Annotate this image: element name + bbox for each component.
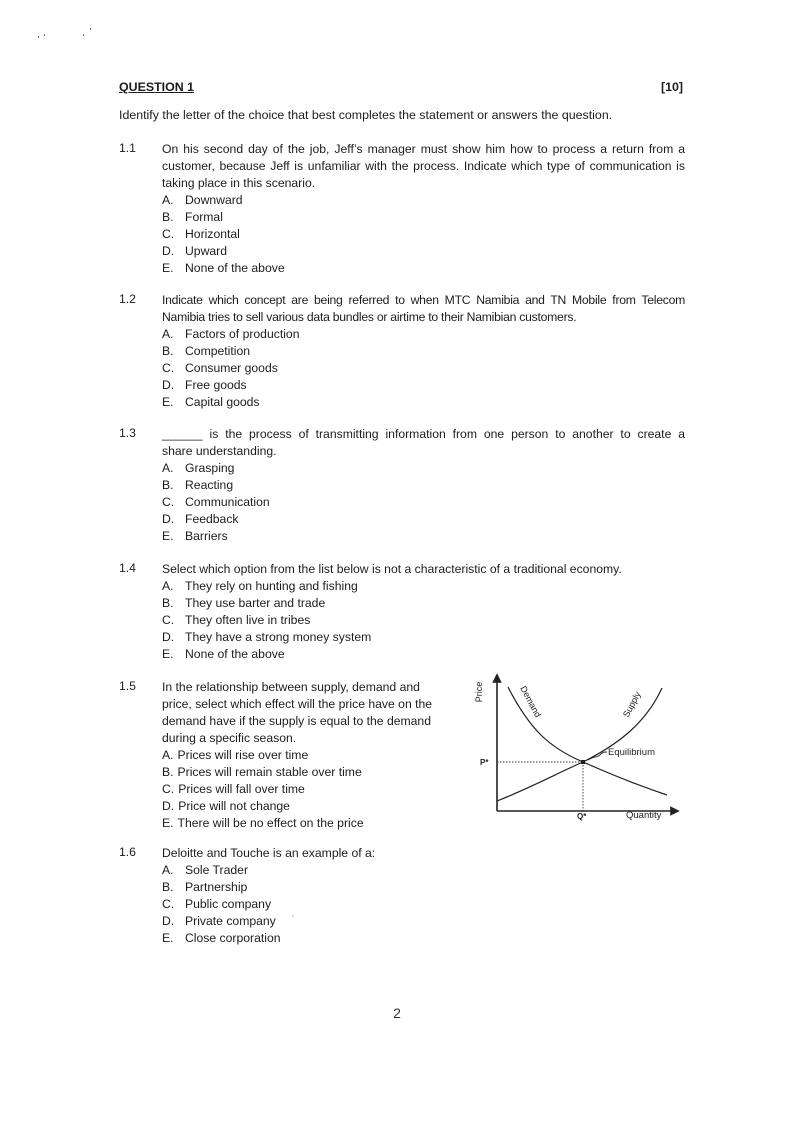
question-header (119, 80, 683, 96)
instruction-text: Identify the letter of the choice that best completes the statement or answers the question. (119, 108, 613, 122)
y-axis-label: Price (474, 681, 484, 703)
option-text: Competition (185, 343, 251, 358)
option-text: Close corporation (185, 930, 281, 945)
answer-option[interactable] (162, 798, 452, 815)
scan-specks (36, 26, 96, 42)
answer-option[interactable] (162, 862, 459, 879)
option-letter: B. (162, 764, 174, 779)
question-stem: In the relationship between supply, demand and price, select which effect will the price have on the demand have if the supply is equal to the demand during a specific season. (162, 680, 433, 745)
option-text: Horizontal (185, 226, 240, 241)
option-text: They have a strong money system (185, 629, 372, 644)
answer-option[interactable] (162, 394, 685, 411)
price-marker-label: P* (480, 758, 489, 767)
option-text: They use barter and trade (185, 595, 326, 610)
answer-option[interactable] (162, 360, 685, 377)
option-text: Price will not change (178, 798, 290, 813)
equilibrium-leader-line (588, 752, 607, 760)
option-text: Prices will fall over time (178, 781, 305, 796)
option-text: Consumer goods (185, 360, 278, 375)
option-text: Partnership (185, 879, 248, 894)
demand-label: Demand (518, 684, 544, 719)
option-text: Upward (185, 243, 227, 258)
option-letter: B. (162, 595, 174, 610)
question-number: 1.1 (119, 141, 136, 155)
answer-option[interactable] (162, 209, 685, 226)
option-letter: D. (162, 243, 175, 258)
option-letter: C. (162, 896, 175, 911)
answer-option[interactable] (162, 226, 685, 243)
supply-demand-svg (470, 670, 690, 830)
question-stem: ______ is the process of transmitting information from one person to another to create a (162, 427, 685, 441)
question-item (119, 561, 685, 663)
option-letter: D. (162, 798, 175, 813)
answer-option[interactable] (162, 764, 452, 781)
option-text: Formal (185, 209, 223, 224)
answer-option[interactable] (162, 243, 685, 260)
option-text: They often live in tribes (185, 612, 311, 627)
answer-option[interactable] (162, 578, 685, 595)
option-letter: E. (162, 930, 174, 945)
question-item (119, 426, 685, 545)
option-text: Sole Trader (185, 863, 249, 877)
option-text: Feedback (185, 511, 239, 526)
question-item (119, 679, 459, 832)
answer-option[interactable] (162, 528, 685, 545)
scan-speck (38, 36, 39, 38)
answer-option[interactable] (162, 326, 685, 343)
question-stem-continued: share understanding. (162, 444, 277, 458)
answer-option[interactable] (162, 646, 685, 663)
option-letter: D. (162, 629, 175, 644)
option-letter: C. (162, 360, 175, 375)
equilibrium-label: Equilibrium (608, 747, 655, 758)
equilibrium-point (581, 760, 585, 764)
option-text: Barriers (185, 528, 228, 543)
option-text: Capital goods (185, 394, 260, 409)
option-text: They rely on hunting and fishing (185, 579, 358, 593)
option-text: Private company (185, 913, 276, 928)
question-stem: Deloitte and Touche is an example of a: (162, 846, 376, 860)
answer-option[interactable] (162, 595, 685, 612)
answer-option[interactable] (162, 896, 459, 913)
option-letter: A. (162, 193, 174, 207)
question-stem: Indicate which concept are being referred to when MTC Namibia and TN Mobile from Telecom Namibia tries to sell various data bundles or airtime to their Namibian customers. (162, 293, 685, 324)
answer-option[interactable] (162, 460, 685, 477)
answer-option[interactable] (162, 879, 459, 896)
scan-speck (83, 34, 84, 36)
option-text: Free goods (185, 377, 247, 392)
option-letter: D. (162, 377, 175, 392)
option-letter: E. (162, 528, 174, 543)
option-text: Grasping (185, 461, 235, 475)
option-text: Factors of production (185, 327, 300, 341)
answer-option[interactable] (162, 343, 685, 360)
answer-option[interactable] (162, 781, 452, 798)
option-letter: A. (162, 327, 174, 341)
option-text: Prices will remain stable over time (177, 764, 362, 779)
supply-demand-diagram (470, 670, 690, 830)
option-letter: C. (162, 612, 175, 627)
question-number: 1.3 (119, 426, 136, 440)
question-number: 1.2 (119, 292, 136, 306)
option-text: None of the above (185, 646, 285, 661)
answer-option[interactable] (162, 477, 685, 494)
option-letter: B. (162, 209, 174, 224)
option-letter: E. (162, 394, 174, 409)
scan-speck (44, 34, 45, 36)
answer-option[interactable] (162, 629, 685, 646)
x-axis-label: Quantity (626, 810, 662, 821)
option-letter: E. (162, 815, 174, 830)
supply-label: Supply (620, 689, 643, 719)
option-letter: D. (162, 913, 175, 928)
scan-speck (292, 915, 294, 917)
answer-option[interactable] (162, 612, 685, 629)
answer-option[interactable] (162, 192, 685, 209)
answer-option[interactable] (162, 913, 459, 930)
option-letter: D. (162, 511, 175, 526)
option-letter: A. (162, 461, 174, 475)
option-text: Public company (185, 896, 272, 911)
page-number: 2 (393, 1005, 401, 1021)
answer-option[interactable] (162, 377, 685, 394)
question-number: 1.4 (119, 561, 136, 575)
question-item (119, 141, 685, 277)
question-item (119, 292, 685, 411)
option-text: None of the above (185, 260, 285, 275)
answer-option[interactable] (162, 511, 685, 528)
question-number: 1.5 (119, 679, 136, 693)
option-letter: A. (162, 863, 174, 877)
option-text: Prices will rise over time (177, 748, 309, 762)
option-letter: A. (162, 748, 174, 762)
scan-speck (90, 28, 91, 30)
answer-option[interactable] (162, 815, 452, 832)
option-letter: C. (162, 226, 175, 241)
option-letter: B. (162, 879, 174, 894)
answer-option[interactable] (162, 930, 459, 947)
quantity-marker-label: Q* (577, 812, 587, 821)
question-title: QUESTION 1 (119, 80, 195, 94)
option-text: Communication (185, 494, 270, 509)
option-letter: B. (162, 477, 174, 492)
question-item (119, 845, 459, 947)
option-letter: C. (162, 494, 175, 509)
option-letter: C. (162, 781, 175, 796)
answer-option[interactable] (162, 494, 685, 511)
option-text: Reacting (185, 477, 234, 492)
question-marks: [10] (660, 80, 683, 94)
question-stem: On his second day of the job, Jeff’s manager must show him how to process a return from a customer, because Jeff is unfamiliar with the process. Indicate which type of communication is taking place in this scenario. (162, 142, 685, 190)
question-number: 1.6 (119, 845, 136, 859)
option-letter: A. (162, 579, 174, 593)
option-letter: E. (162, 646, 174, 661)
option-text: There will be no effect on the price (177, 815, 364, 830)
question-stem: Select which option from the list below is not a characteristic of a traditional economy. (162, 562, 622, 576)
option-letter: E. (162, 260, 174, 275)
option-text: Downward (185, 193, 243, 207)
answer-option[interactable] (162, 260, 685, 277)
option-letter: B. (162, 343, 174, 358)
answer-option[interactable] (162, 747, 452, 764)
